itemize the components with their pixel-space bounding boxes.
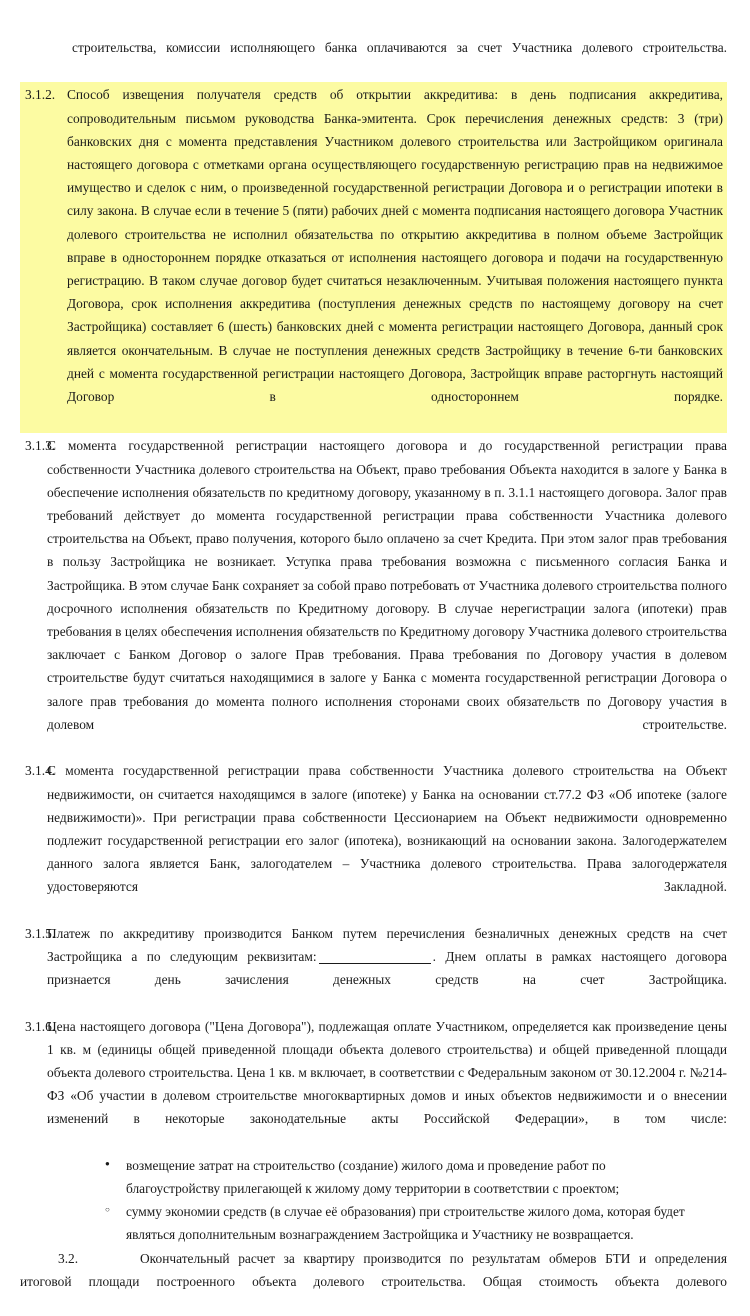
list-item-label: возмещение затрат на строительство (создание) жилого дома и проведение работ по благоустройству прилегающей к жилому дому территории в соответствии с проектом; [126, 1157, 620, 1196]
highlighted-clause-block [20, 82, 727, 433]
clause-number: 3.1.3. [25, 438, 56, 454]
clause-3-1-5 [0, 922, 750, 1015]
clause-3-1-4 [0, 759, 750, 921]
clause-3-1-6-list [0, 1154, 750, 1247]
clause-3-1-3 [0, 434, 750, 759]
list-item [0, 1154, 750, 1200]
clause-number: 3.1.2. [25, 87, 56, 103]
clause-text: Способ извещения получателя средств об открытии аккредитива: в день подписания аккредитива, сопроводительным письмом руководства Банка-эмитента. Срок перечисления денежных средств: 3 (три) банковских дня с момента представления Участником долевого строительства или Застройщиком оригинала настоящего договора с отметками органа осуществляющего государственную регистрацию прав на недвижимое имущество и сделок с ним, о произведенной государственной регистрации Договора и о регистрации ипотеки в силу закона. В случае если в течение 5 (пяти) рабочих дней с момента подписания настоящего договора Участник долевого строительства не исполнил обязательства по открытию аккредитива в полном объеме Застройщик вправе в одностороннем порядке отказаться от исполнения настоящего договора и подачи на государственную регистрацию. В таком случае договор будет считаться незаключенным. Учитывая положения настоящего пункта Договора, срок исполнения аккредитива (поступления денежных средств по настоящему договору на счет Застройщика) составляет 6 (шесть) банковских дней с момента регистрации настоящего Договора, данный срок является окончательным. В случае не поступления денежных средств Застройщику в течение 6-ти банковских дней с момента государственной регистрации настоящего Договора, Застройщик вправе расторгнуть настоящий Договор в одностороннем порядке. [67, 87, 723, 405]
list-item [0, 1200, 750, 1246]
clause-number: 3.1.6. [25, 1018, 56, 1034]
clause-3-1-2 [20, 83, 727, 431]
bullet-disc-icon [105, 1154, 126, 1178]
clause-number: 3.2. [58, 1250, 79, 1266]
list-item-label: сумму экономии средств (в случае её образования) при строительстве жилого дома, которая будет являться дополнительным вознаграждением Застройщика и Участнику не возвращается. [126, 1204, 685, 1243]
clause-text-after-blank: . Днем оплаты в рамках настоящего договора признается день зачисления денежных средств на счет Застройщика. [47, 948, 727, 988]
clause-text-before-blank: Платеж по аккредитиву производится Банком путем перечисления безналичных денежных средств на счет Застройщика а по следующим реквизитам: [47, 925, 727, 964]
continuation-paragraph: строительства, комиссии исполняющего банка оплачиваются за счет Участника долевого строительства. [72, 40, 727, 55]
clause-text: С момента государственной регистрации настоящего договора и до государственной регистрации права собственности Участника долевого строительства на Объект, право требования Объекта находится в залоге у Банка в обеспечение исполнения обязательств по кредитному договору, указанному в п. 3.1.1 настоящего договора. Залог прав требований действует до момента государственной регистрации права собственности Участника долевого строительства на Объект, право получения, которого было оплачено за счет Кредита. При этом залог прав требования в пользу Застройщика не возникает. Уступка права требования возможна с письменного согласия Банка и Застройщика. В этом случае Банк сохраняет за собой право потребовать от Участника долевого строительства полного досрочного исполнения обязательств по Кредитному договору. В случае нерегистрации залога (ипотеки) прав требования в целях обеспечения исполнения обязательств по Кредитному договору Участника долевого строительства заключает с Банком Договор о залоге Прав требования. Права требования по Договору участия в долевом строительстве будут считаться находящимися в залоге у Банка с момента государственной регистрации Договора о залоге прав требования до момента полного исполнения сторонами своих обязательств по Договору участия в долевом строительстве. [47, 438, 727, 732]
clause-text: Цена настоящего договора ("Цена Договора"), подлежащая оплате Участником, определяется как произведение цены 1 кв. м (единицы общей приведенной площади объекта долевого строительства) и общей приведенной площади объекта долевого строительства. Цена 1 кв. м включает, в соответствии с Федеральным законом от 30.12.2004 г. №214-ФЗ «Об участии в долевом строительстве многоквартирных домов и иных объектов недвижимости и о внесении изменений в некоторые законодательные акты Российской Федерации», в том числе: [47, 1018, 727, 1127]
payment-details-blank-field[interactable] [319, 963, 431, 964]
clause-3-2 [20, 1247, 727, 1316]
clause-3-1-6 [0, 1015, 750, 1154]
clause-text: Окончательный расчет за квартиру производится по результатам обмеров БТИ и определения итоговой площади построенного объекта долевого строительства. Общая стоимость объекта долевого [20, 1250, 727, 1289]
clause-text [47, 922, 750, 1015]
clause-text: С момента государственной регистрации права собственности Участника долевого строительства на Объект недвижимости, он считается находящимся в залоге (ипотеке) у Банка на основании ст.77.2 ФЗ «Об ипотеке (залоге недвижимости)». При регистрации права собственности Цессионарием на Объект недвижимости одновременно подлежит государственной регистрации его залог (ипотека), возникающий на основании закона. Залогодержателем данного залога является Банк, залогодателем – Участника долевого строительства. Права залогодержателя удостоверяются Закладной. [47, 763, 727, 895]
clause-number: 3.1.5. [25, 925, 56, 941]
clause-number: 3.1.4. [25, 763, 56, 779]
top-margin [0, 0, 750, 36]
bullet-circle-icon [105, 1200, 126, 1224]
